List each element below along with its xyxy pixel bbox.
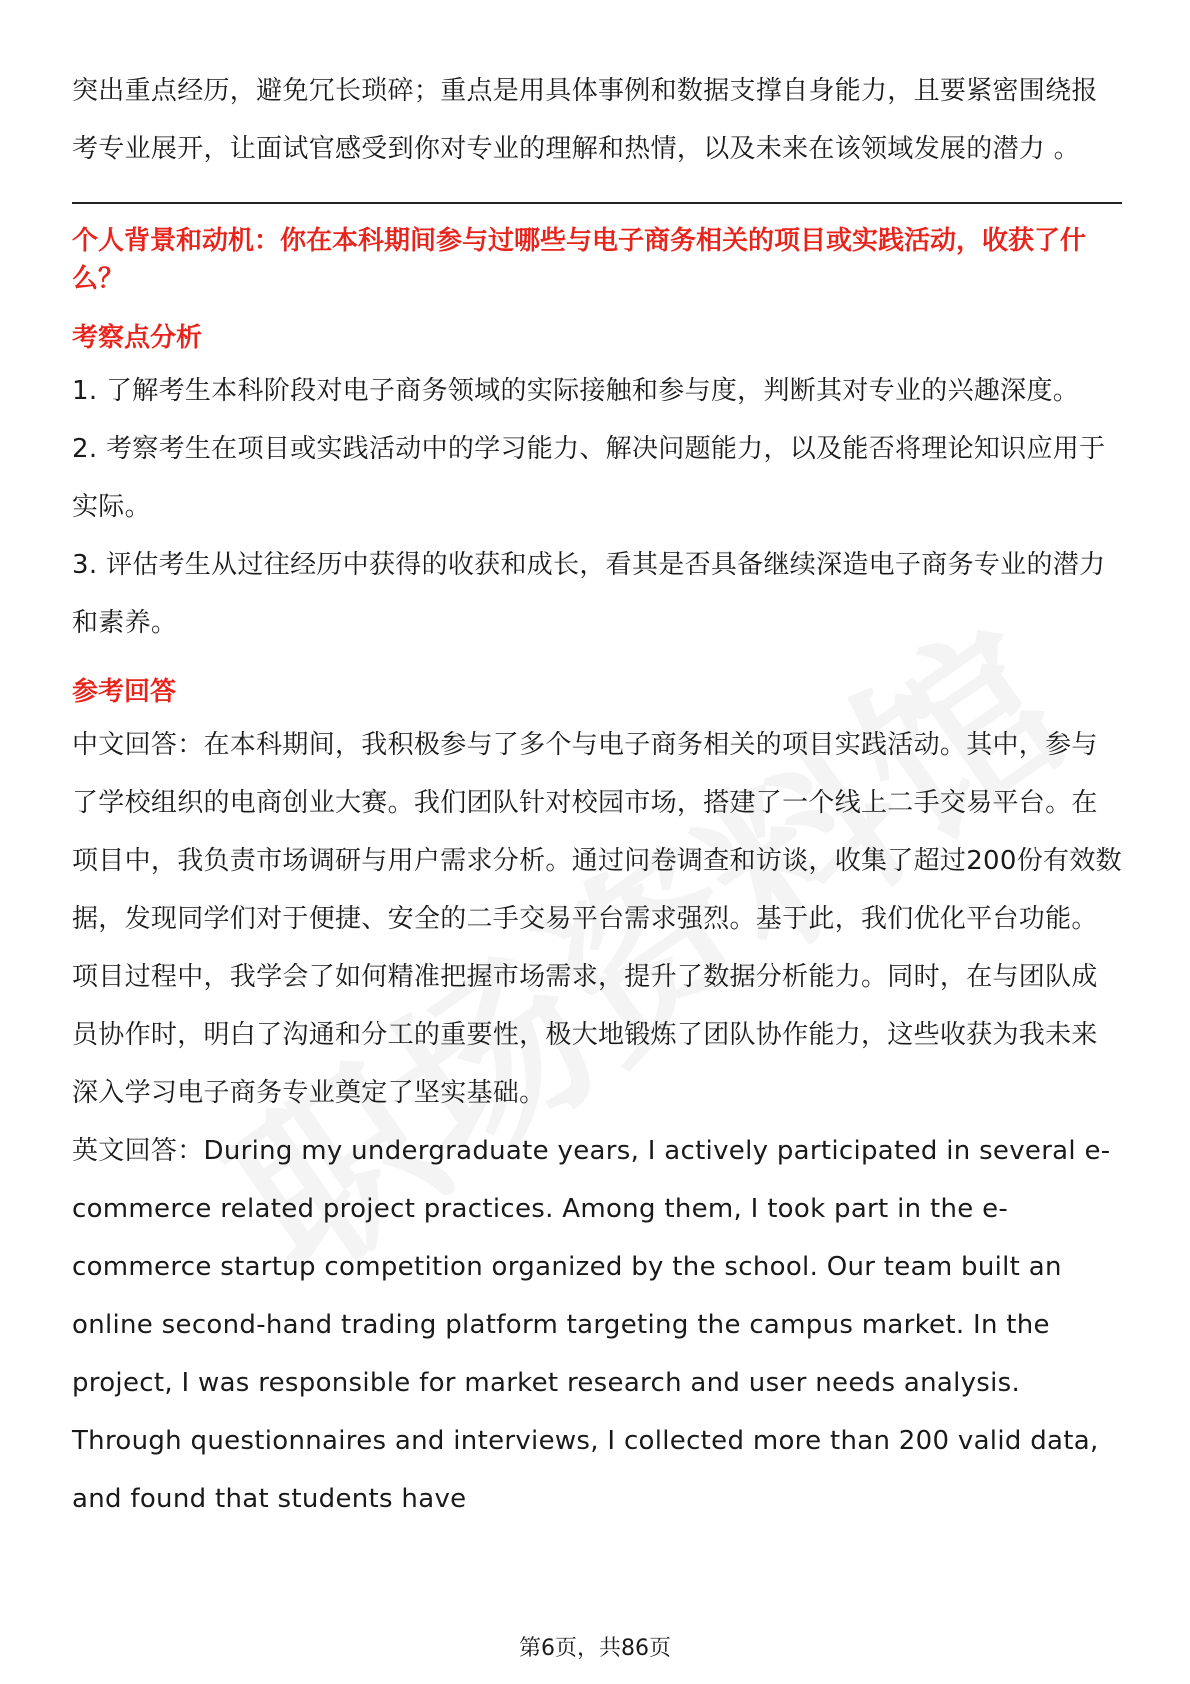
chinese-answer: 中文回答：在本科期间，我积极参与了多个与电子商务相关的项目实践活动。其中，参与了学校组织的电商创业大赛。我们团队针对校园市场，搭建了一个线上二手交易平台。在项目中，我负责市场调研与用户需求分析。通过问卷调查和访谈，收集了超过200份有效数据，发现同学们对于便捷、安全的二手交易平台需求强烈。基于此，我们优化平台功能。项目过程中，我学会了如何精准把握市场需求，提升了数据分析能力。同时，在与团队成员协作时，明白了沟通和分工的重要性，极大地锻炼了团队协作能力，这些收获为我未来深入学习电子商务专业奠定了坚实基础。 (72, 730, 1122, 1108)
analysis-points (72, 362, 1122, 652)
analysis-point: 3. 评估考生从过往经历中获得的收获和成长，看其是否具备继续深造电子商务专业的潜力和素养。 (72, 550, 1106, 638)
analysis-heading: 考察点分析 (72, 323, 203, 353)
section-divider (72, 202, 1122, 204)
analysis-point: 1. 了解考生本科阶段对电子商务领域的实际接触和参与度，判断其对专业的兴趣深度。 (72, 376, 1080, 406)
intro-paragraph: 突出重点经历，避免冗长琐碎；重点是用具体事例和数据支撑自身能力，且要紧密围绕报考专业展开，让面试官感受到你对专业的理解和热情，以及未来在该领域发展的潜力 。 (72, 76, 1098, 164)
reference-heading: 参考回答 (72, 677, 177, 707)
page-number: 第6页，共86页 (519, 1636, 671, 1661)
analysis-point: 2. 考察考生在项目或实践活动中的学习能力、解决问题能力，以及能否将理论知识应用于实际。 (72, 434, 1106, 522)
english-answer: 英文回答：During my undergraduate years, I actively participated in several e-commerce related project practices. Among them, I took part in the e-commerce startup competition organized by the school. Our team built an online second-hand trading platform targeting the campus market. In the project, I was responsible for market research and user needs analysis. Through questionnaires and interviews, I collected more than 200 valid data, and found that students have (72, 1136, 1111, 1514)
page-content (72, 62, 1122, 1528)
question-title: 个人背景和动机：你在本科期间参与过哪些与电子商务相关的项目或实践活动，收获了什么？ (72, 226, 1087, 294)
